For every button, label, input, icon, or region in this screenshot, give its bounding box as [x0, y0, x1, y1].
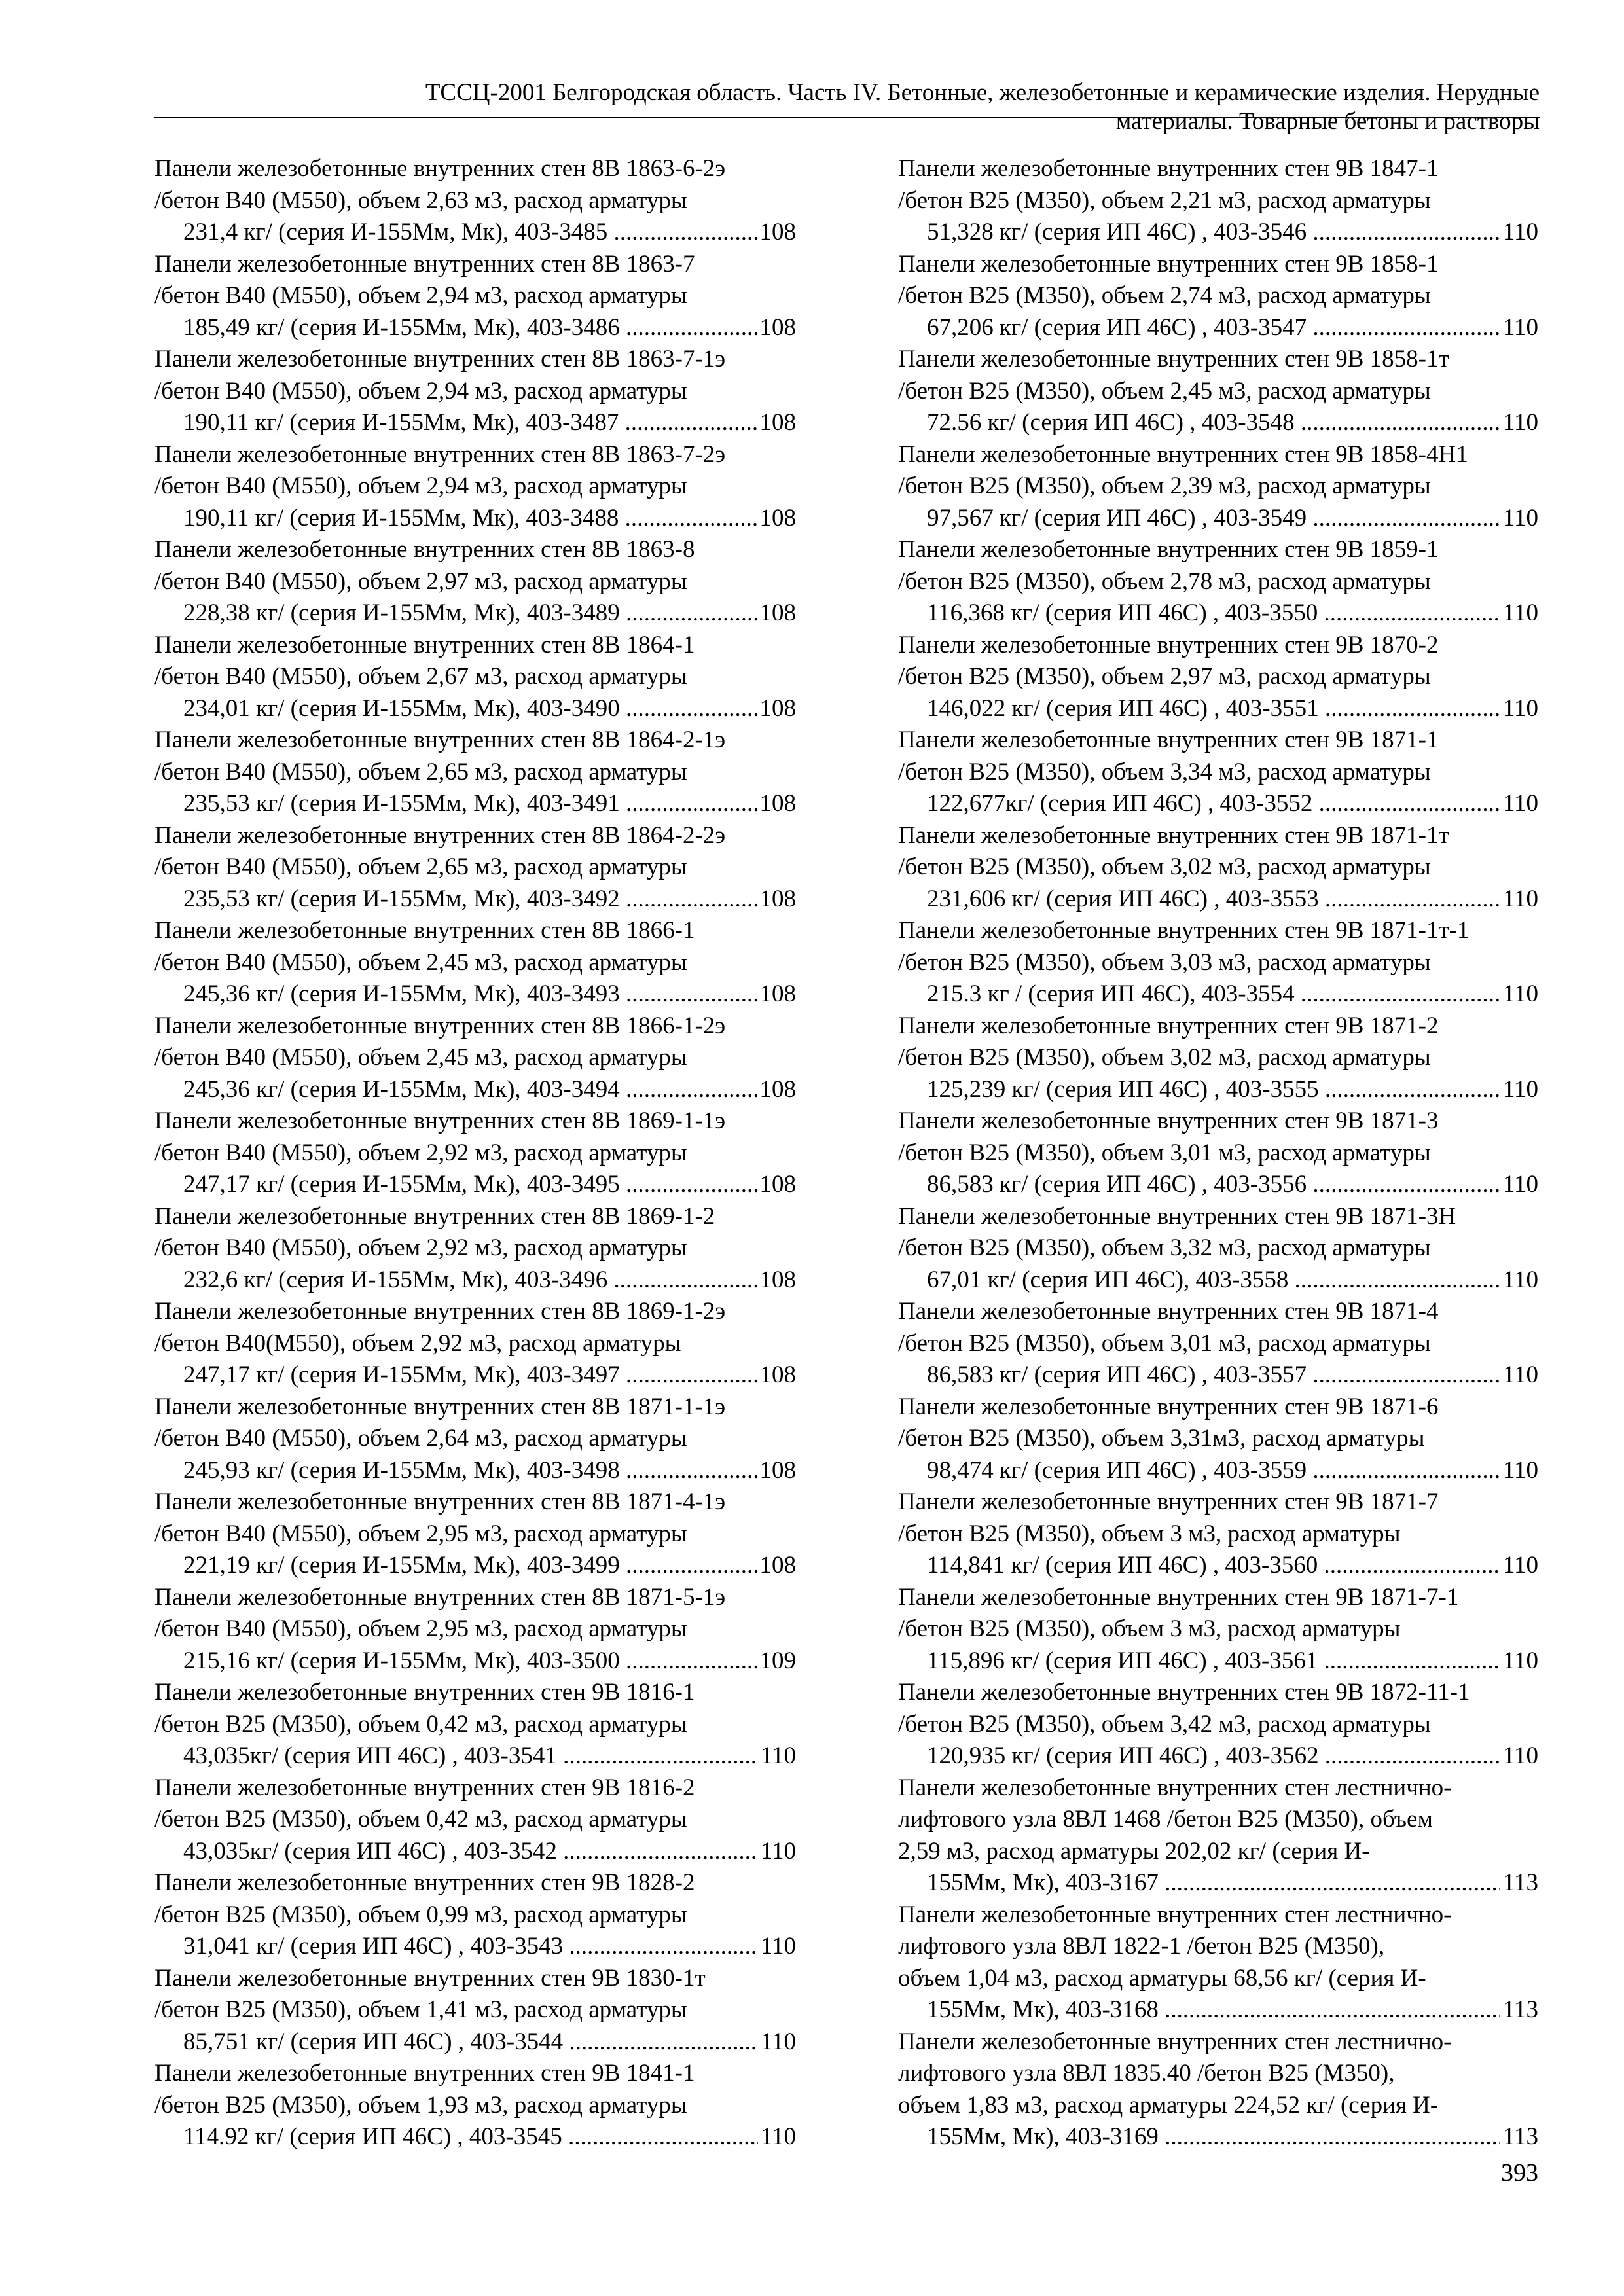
entry-reference: 86,583 кг/ (серия ИП 46С) , 403-3557 ..... — [927, 1359, 1500, 1391]
entry-reference: 190,11 кг/ (серия И-155Мм, Мк), 403-3487 ..... — [183, 407, 757, 439]
entry-page-number: 110 — [760, 2123, 796, 2150]
entry-last-line — [183, 2026, 796, 2058]
entry-last-line — [183, 217, 796, 249]
entry-page-number: 110 — [1502, 219, 1538, 245]
entry-line: /бетон В25 (М350), объем 2,39 м3, расход арматуры — [898, 473, 1431, 499]
entry-line: Панели железобетонные внутренних стен 8В 1864-2-1э — [154, 726, 726, 753]
entry-line: /бетон В25 (М350), объем 3,31м3, расход арматуры — [898, 1425, 1425, 1452]
entry-reference: 31,041 кг/ (серия ИП 46С) , 403-3543 ..... — [183, 1931, 758, 1963]
entry-line: Панели железобетонные внутренних стен 9В 1858-1 — [898, 250, 1439, 278]
entry-last-line — [183, 1645, 796, 1677]
entry-page-number: 108 — [759, 1456, 796, 1484]
entry-page-number: 108 — [759, 409, 796, 436]
running-header — [154, 79, 1540, 136]
entry-line: Панели железобетонные внутренних стен 9В 1816-1 — [154, 1679, 695, 1706]
entry-line: /бетон В25 (М350), объем 2,45 м3, расход арматуры — [898, 377, 1431, 404]
entry-last-line — [927, 1994, 1538, 2026]
header-line-1: ТССЦ-2001 Белгородская область. Часть IV. Бетонные, железобетонные и керамические изделия. Нерудные — [425, 79, 1540, 106]
entry-line: Панели железобетонные внутренних стен 9В 1871-7-1 — [898, 1583, 1459, 1611]
entry-line: Панели железобетонные внутренних стен 9В 1870-2 — [898, 631, 1439, 658]
entry-last-line — [183, 1074, 796, 1106]
index-entry — [898, 249, 1538, 344]
entry-line: 2,59 м3, расход арматуры 202,02 кг/ (серия И- — [898, 1837, 1370, 1865]
entry-line: объем 1,04 м3, расход арматуры 68,56 кг/ (серия И- — [898, 1964, 1426, 1992]
entry-line: Панели железобетонные внутренних стен 8В 1869-1-2 — [154, 1202, 715, 1230]
entry-last-line — [183, 1169, 796, 1201]
entry-page-number: 108 — [759, 314, 796, 341]
entry-line: Панели железобетонные внутренних стен 8В 1869-1-1э — [154, 1107, 726, 1134]
index-entry — [898, 630, 1538, 725]
index-column-right — [898, 153, 1538, 2153]
entry-last-line — [927, 1359, 1538, 1391]
index-entry — [154, 2058, 796, 2153]
entry-page-number: 108 — [759, 980, 796, 1007]
entry-last-line — [927, 312, 1538, 344]
entry-last-line — [927, 407, 1538, 439]
entry-line: /бетон В40 (М550), объем 2,45 м3, расход арматуры — [154, 1044, 687, 1071]
entry-line: /бетон В25 (М350), объем 3,01 м3, расход арматуры — [898, 1139, 1431, 1166]
entry-line: /бетон В25 (М350), объем 2,74 м3, расход арматуры — [898, 282, 1431, 309]
entry-page-number: 108 — [759, 1171, 796, 1198]
entry-last-line — [927, 1265, 1538, 1297]
entry-last-line — [183, 1265, 796, 1297]
index-entry — [898, 439, 1538, 535]
index-entry — [154, 1582, 796, 1677]
entry-line: Панели железобетонные внутренних стен 8В 1871-1-1э — [154, 1393, 726, 1420]
index-entry — [154, 915, 796, 1011]
index-entry — [898, 1296, 1538, 1391]
entry-line: /бетон В40 (М550), объем 2,95 м3, расход арматуры — [154, 1520, 687, 1547]
entry-line: /бетон В25 (М350), объем 3 м3, расход арматуры — [898, 1520, 1401, 1547]
index-entry — [898, 344, 1538, 439]
index-entry — [154, 1867, 796, 1963]
entry-reference: 43,035кг/ (серия ИП 46С) , 403-3541 ..... — [183, 1740, 758, 1772]
entry-last-line — [927, 217, 1538, 249]
entry-reference: 232,6 кг/ (серия И-155Мм, Мк), 403-3496 ..... — [183, 1265, 757, 1297]
entry-page-number: 110 — [1502, 1266, 1538, 1293]
index-entry — [154, 1105, 796, 1201]
entry-line: /бетон В40 (М550), объем 2,92 м3, расход арматуры — [154, 1234, 687, 1261]
entry-line: /бетон В40 (М550), объем 2,63 м3, расход арматуры — [154, 187, 687, 214]
entry-line: /бетон В25 (М350), объем 3,01 м3, расход арматуры — [898, 1329, 1431, 1357]
entry-last-line — [183, 884, 796, 916]
entry-reference: 245,36 кг/ (серия И-155Мм, Мк), 403-3493 ..... — [183, 978, 757, 1011]
index-entry — [154, 1772, 796, 1868]
entry-page-number: 110 — [760, 1742, 796, 1769]
index-entry — [154, 1201, 796, 1297]
entry-page-number: 113 — [1502, 1869, 1538, 1896]
entry-page-number: 110 — [1502, 409, 1538, 436]
entry-last-line — [927, 503, 1538, 535]
entry-line: Панели железобетонные внутренних стен 9В 1872-11-1 — [898, 1679, 1470, 1706]
entry-last-line — [183, 312, 796, 344]
entry-reference: 185,49 кг/ (серия И-155Мм, Мк), 403-3486 ..... — [183, 312, 757, 344]
entry-line: /бетон В40(М550), объем 2,92 м3, расход арматуры — [154, 1329, 681, 1357]
index-entry — [898, 534, 1538, 630]
entry-last-line — [183, 1359, 796, 1391]
index-entry — [898, 1391, 1538, 1487]
entry-last-line — [927, 1550, 1538, 1582]
index-entry — [154, 725, 796, 820]
entry-line: Панели железобетонные внутренних стен 8В 1869-1-2э — [154, 1298, 726, 1325]
entry-line: /бетон В40 (М550), объем 2,64 м3, расход арматуры — [154, 1425, 687, 1452]
index-entry — [898, 1105, 1538, 1201]
entry-last-line — [927, 1740, 1538, 1772]
entry-line: Панели железобетонные внутренних стен 9В 1828-2 — [154, 1869, 695, 1896]
entry-line: Панели железобетонные внутренних стен 8В 1863-7-2э — [154, 440, 726, 468]
index-entry — [154, 439, 796, 535]
entry-line: Панели железобетонные внутренних стен 8В 1863-8 — [154, 536, 695, 563]
entry-reference: 67,206 кг/ (серия ИП 46С) , 403-3547 ..... — [927, 312, 1500, 344]
entry-reference: 86,583 кг/ (серия ИП 46С) , 403-3556 ..... — [927, 1169, 1500, 1201]
index-entry — [154, 153, 796, 249]
entry-page-number: 110 — [1502, 1075, 1538, 1103]
entry-page-number: 108 — [759, 600, 796, 626]
index-entry — [154, 534, 796, 630]
entry-page-number: 110 — [1502, 504, 1538, 531]
index-entry — [898, 820, 1538, 916]
entry-last-line — [183, 1455, 796, 1487]
entry-line: лифтового узла 8ВЛ 1822-1 /бетон В25 (М350), — [898, 1933, 1385, 1960]
entry-line: Панели железобетонные внутренних стен 9В 1859-1 — [898, 536, 1439, 563]
entry-reference: 122,677кг/ (серия ИП 46С) , 403-3552 ..... — [927, 788, 1500, 820]
entry-last-line — [183, 1550, 796, 1582]
entry-line: /бетон В25 (М350), объем 3,42 м3, расход арматуры — [898, 1710, 1431, 1738]
entry-last-line — [927, 978, 1538, 1011]
entry-line: /бетон В25 (М350), объем 1,41 м3, расход арматуры — [154, 1996, 687, 2023]
entry-page-number: 108 — [759, 694, 796, 722]
entry-last-line — [183, 1740, 796, 1772]
entry-line: Панели железобетонные внутренних стен 9В 1871-3Н — [898, 1202, 1456, 1230]
index-entry — [898, 1201, 1538, 1297]
entry-reference: 190,11 кг/ (серия И-155Мм, Мк), 403-3488 ..... — [183, 503, 757, 535]
entry-reference: 120,935 кг/ (серия ИП 46С) , 403-3562 ..... — [927, 1740, 1500, 1772]
entry-last-line — [927, 1455, 1538, 1487]
entry-line: /бетон В25 (М350), объем 0,42 м3, расход арматуры — [154, 1806, 687, 1833]
entry-line: /бетон В40 (М550), объем 2,65 м3, расход арматуры — [154, 853, 687, 880]
entry-line: Панели железобетонные внутренних стен 8В 1863-7 — [154, 250, 695, 278]
entry-line: /бетон В25 (М350), объем 3,03 м3, расход арматуры — [898, 948, 1431, 976]
index-entry — [154, 1963, 796, 2058]
entry-line: Панели железобетонные внутренних стен 8В 1866-1 — [154, 917, 695, 944]
entry-line: Панели железобетонные внутренних стен 8В 1863-6-2э — [154, 155, 726, 182]
entry-page-number: 110 — [1502, 1456, 1538, 1484]
entry-page-number: 108 — [759, 1266, 796, 1293]
entry-reference: 85,751 кг/ (серия ИП 46С) , 403-3544 ..... — [183, 2026, 758, 2058]
entry-line: Панели железобетонные внутренних стен 8В 1871-5-1э — [154, 1583, 726, 1611]
entry-line: Панели железобетонные внутренних стен 9В 1871-1т — [898, 821, 1449, 849]
entry-line: Панели железобетонные внутренних стен 9В 1871-1т-1 — [898, 917, 1470, 944]
entry-line: Панели железобетонные внутренних стен лестнично- — [898, 1774, 1452, 1801]
entry-reference: 114,841 кг/ (серия ИП 46С) , 403-3560 ..... — [927, 1550, 1500, 1582]
entry-last-line — [927, 2121, 1538, 2153]
entry-reference: 221,19 кг/ (серия И-155Мм, Мк), 403-3499 ..... — [183, 1550, 757, 1582]
entry-line: Панели железобетонные внутренних стен 8В 1863-7-1э — [154, 346, 726, 372]
entry-last-line — [183, 1836, 796, 1868]
entry-line: /бетон В40 (М550), объем 2,95 м3, расход арматуры — [154, 1615, 687, 1642]
entry-page-number: 108 — [759, 219, 796, 245]
entry-line: Панели железобетонные внутренних стен лестнично- — [898, 2028, 1452, 2055]
index-entry — [154, 1011, 796, 1106]
entry-page-number: 110 — [1502, 1552, 1538, 1579]
entry-reference: 247,17 кг/ (серия И-155Мм, Мк), 403-3497 ..... — [183, 1359, 757, 1391]
entry-reference: 43,035кг/ (серия ИП 46С) , 403-3542 ..... — [183, 1836, 758, 1868]
entry-line: /бетон В40 (М550), объем 2,92 м3, расход арматуры — [154, 1139, 687, 1166]
entry-reference: 231,606 кг/ (серия ИП 46С) , 403-3553 ..... — [927, 884, 1500, 916]
entry-line: /бетон В40 (М550), объем 2,94 м3, расход арматуры — [154, 473, 687, 499]
index-entry — [154, 249, 796, 344]
index-entry — [898, 1011, 1538, 1106]
entry-last-line — [183, 978, 796, 1011]
entry-line: Панели железобетонные внутренних стен 8В 1871-4-1э — [154, 1488, 726, 1515]
entry-page-number: 110 — [1502, 790, 1538, 817]
index-entry — [154, 630, 796, 725]
entry-line: /бетон В25 (М350), объем 0,42 м3, расход арматуры — [154, 1710, 687, 1738]
entry-page-number: 108 — [759, 885, 796, 912]
entry-line: Панели железобетонные внутренних стен 8В 1866-1-2э — [154, 1012, 726, 1039]
index-column-left — [154, 153, 796, 2153]
entry-line: Панели железобетонные внутренних стен 9В 1830-1т — [154, 1964, 706, 1992]
entry-line: /бетон В25 (М350), объем 0,99 м3, расход арматуры — [154, 1901, 687, 1928]
entry-reference: 114.92 кг/ (серия ИП 46С) , 403-3545 ..... — [183, 2121, 758, 2153]
index-entry — [154, 1296, 796, 1391]
entry-line: /бетон В40 (М550), объем 2,67 м3, расход арматуры — [154, 663, 687, 690]
entry-reference: 116,368 кг/ (серия ИП 46С) , 403-3550 ..... — [927, 598, 1500, 630]
entry-reference: 231,4 кг/ (серия И-155Мм, Мк), 403-3485 ..... — [183, 217, 757, 249]
entry-page-number: 109 — [759, 1647, 796, 1674]
entry-last-line — [183, 407, 796, 439]
entry-line: /бетон В40 (М550), объем 2,94 м3, расход арматуры — [154, 282, 687, 309]
entry-reference: 98,474 кг/ (серия ИП 46С) , 403-3559 ..... — [927, 1455, 1500, 1487]
entry-last-line — [927, 788, 1538, 820]
entry-page-number: 110 — [760, 1837, 796, 1865]
entry-page-number: 110 — [1502, 1361, 1538, 1388]
entry-last-line — [183, 693, 796, 725]
entry-reference: 155Мм, Мк), 403-3167 ..... — [927, 1867, 1500, 1899]
entry-reference: 115,896 кг/ (серия ИП 46С) , 403-3561 ..... — [927, 1645, 1500, 1677]
entry-page-number: 108 — [759, 790, 796, 817]
entry-line: /бетон В40 (М550), объем 2,45 м3, расход арматуры — [154, 948, 687, 976]
entry-line: /бетон В25 (М350), объем 3,02 м3, расход арматуры — [898, 1044, 1431, 1071]
entry-line: /бетон В25 (М350), объем 3,34 м3, расход арматуры — [898, 758, 1431, 785]
entry-line: Панели железобетонные внутренних стен 8В 1864-1 — [154, 631, 695, 658]
index-entry — [154, 1391, 796, 1487]
entry-page-number: 110 — [760, 2028, 796, 2055]
index-entry — [898, 725, 1538, 820]
index-entry — [154, 344, 796, 439]
index-entry — [154, 820, 796, 916]
entry-line: Панели железобетонные внутренних стен 9В 1871-4 — [898, 1298, 1439, 1325]
entry-line: объем 1,83 м3, расход арматуры 224,52 кг/ (серия И- — [898, 2091, 1439, 2119]
entry-reference: 235,53 кг/ (серия И-155Мм, Мк), 403-3492 ..... — [183, 884, 757, 916]
entry-last-line — [183, 2121, 796, 2153]
entry-page-number: 113 — [1502, 1996, 1538, 2023]
index-entry — [154, 1677, 796, 1772]
entry-reference: 215,16 кг/ (серия И-155Мм, Мк), 403-3500 ..... — [183, 1645, 757, 1677]
entry-last-line — [927, 598, 1538, 630]
entry-page-number: 110 — [1502, 1647, 1538, 1674]
entry-reference: 228,38 кг/ (серия И-155Мм, Мк), 403-3489 ..... — [183, 598, 757, 630]
entry-line: Панели железобетонные внутренних стен 9В 1871-2 — [898, 1012, 1439, 1039]
entry-line: Панели железобетонные внутренних стен лестнично- — [898, 1901, 1452, 1928]
entry-reference: 67,01 кг/ (серия ИП 46С), 403-3558 ..... — [927, 1265, 1500, 1297]
entry-reference: 215.3 кг / (серия ИП 46С), 403-3554 ..... — [927, 978, 1500, 1011]
index-entry — [898, 915, 1538, 1011]
entry-reference: 146,022 кг/ (серия ИП 46С) , 403-3551 ..... — [927, 693, 1500, 725]
entry-page-number: 108 — [759, 1552, 796, 1579]
entry-line: Панели железобетонные внутренних стен 9В 1871-7 — [898, 1488, 1439, 1515]
entry-line: /бетон В40 (М550), объем 2,94 м3, расход арматуры — [154, 377, 687, 404]
index-entry — [898, 1582, 1538, 1677]
entry-page-number: 110 — [760, 1933, 796, 1960]
index-entry — [898, 1677, 1538, 1772]
entry-line: /бетон В25 (М350), объем 1,93 м3, расход арматуры — [154, 2091, 687, 2119]
entry-line: Панели железобетонные внутренних стен 9В 1841-1 — [154, 2060, 695, 2087]
index-entry — [898, 153, 1538, 249]
entry-reference: 155Мм, Мк), 403-3169 ..... — [927, 2121, 1500, 2153]
entry-page-number: 108 — [759, 1361, 796, 1388]
entry-line: Панели железобетонные внутренних стен 8В 1864-2-2э — [154, 821, 726, 849]
entry-reference: 51,328 кг/ (серия ИП 46С) , 403-3546 ..... — [927, 217, 1500, 249]
entry-line: /бетон В40 (М550), объем 2,65 м3, расход арматуры — [154, 758, 687, 785]
entry-reference: 245,93 кг/ (серия И-155Мм, Мк), 403-3498 ..... — [183, 1455, 757, 1487]
index-entry — [898, 1772, 1538, 1899]
entry-last-line — [183, 788, 796, 820]
entry-last-line — [927, 884, 1538, 916]
entry-line: Панели железобетонные внутренних стен 9В 1871-1 — [898, 726, 1439, 753]
entry-page-number: 110 — [1502, 980, 1538, 1007]
entry-last-line — [927, 1645, 1538, 1677]
entry-page-number: 113 — [1502, 2123, 1538, 2150]
entry-last-line — [183, 1931, 796, 1963]
entry-line: /бетон В40 (М550), объем 2,97 м3, расход арматуры — [154, 567, 687, 595]
entry-line: лифтового узла 8ВЛ 1468 /бетон В25 (М350), объем — [898, 1806, 1433, 1833]
entry-reference: 125,239 кг/ (серия ИП 46С) , 403-3555 ..... — [927, 1074, 1500, 1106]
page-number: 393 — [1501, 2159, 1538, 2187]
entry-page-number: 110 — [1502, 1742, 1538, 1769]
entry-last-line — [927, 1074, 1538, 1106]
entry-page-number: 110 — [1502, 600, 1538, 626]
entry-reference: 155Мм, Мк), 403-3168 ..... — [927, 1994, 1500, 2026]
entry-page-number: 108 — [759, 504, 796, 531]
entry-line: /бетон В25 (М350), объем 2,97 м3, расход арматуры — [898, 663, 1431, 690]
entry-page-number: 110 — [1502, 885, 1538, 912]
index-entry — [154, 1486, 796, 1582]
index-entry — [898, 2026, 1538, 2153]
header-rule — [154, 117, 1540, 118]
entry-line: /бетон В25 (М350), объем 3,02 м3, расход арматуры — [898, 853, 1431, 880]
entry-line: лифтового узла 8ВЛ 1835.40 /бетон В25 (М350), — [898, 2060, 1395, 2087]
entry-reference: 235,53 кг/ (серия И-155Мм, Мк), 403-3491 ..... — [183, 788, 757, 820]
entry-line: Панели железобетонные внутренних стен 9В 1871-6 — [898, 1393, 1439, 1420]
entry-line: Панели железобетонные внутренних стен 9В 1858-1т — [898, 346, 1449, 372]
entry-reference: 245,36 кг/ (серия И-155Мм, Мк), 403-3494 ..... — [183, 1074, 757, 1106]
entry-page-number: 110 — [1502, 1171, 1538, 1198]
header-line-2: материалы. Товарные бетоны и растворы — [1115, 108, 1540, 135]
index-entry — [898, 1486, 1538, 1582]
entry-last-line — [183, 503, 796, 535]
entry-line: /бетон В25 (М350), объем 2,21 м3, расход арматуры — [898, 187, 1431, 214]
entry-page-number: 110 — [1502, 694, 1538, 722]
entry-reference: 234,01 кг/ (серия И-155Мм, Мк), 403-3490 ..... — [183, 693, 757, 725]
entry-page-number: 108 — [759, 1075, 796, 1103]
entry-line: Панели железобетонные внутренних стен 9В 1816-2 — [154, 1774, 695, 1801]
entry-last-line — [927, 693, 1538, 725]
entry-line: Панели железобетонные внутренних стен 9В 1871-3 — [898, 1107, 1439, 1134]
entry-last-line — [927, 1169, 1538, 1201]
entry-reference: 72.56 кг/ (серия ИП 46С) , 403-3548 ..... — [927, 407, 1500, 439]
entry-line: /бетон В25 (М350), объем 2,78 м3, расход арматуры — [898, 567, 1431, 595]
entry-last-line — [183, 598, 796, 630]
entry-reference: 247,17 кг/ (серия И-155Мм, Мк), 403-3495 ..... — [183, 1169, 757, 1201]
entry-line: /бетон В25 (М350), объем 3,32 м3, расход арматуры — [898, 1234, 1431, 1261]
entry-line: Панели железобетонные внутренних стен 9В 1847-1 — [898, 155, 1439, 182]
entry-reference: 97,567 кг/ (серия ИП 46С) , 403-3549 ..... — [927, 503, 1500, 535]
entry-page-number: 110 — [1502, 314, 1538, 341]
entry-line: Панели железобетонные внутренних стен 9В 1858-4Н1 — [898, 440, 1468, 468]
entry-last-line — [927, 1867, 1538, 1899]
index-entry — [898, 1899, 1538, 2026]
entry-line: /бетон В25 (М350), объем 3 м3, расход арматуры — [898, 1615, 1401, 1642]
